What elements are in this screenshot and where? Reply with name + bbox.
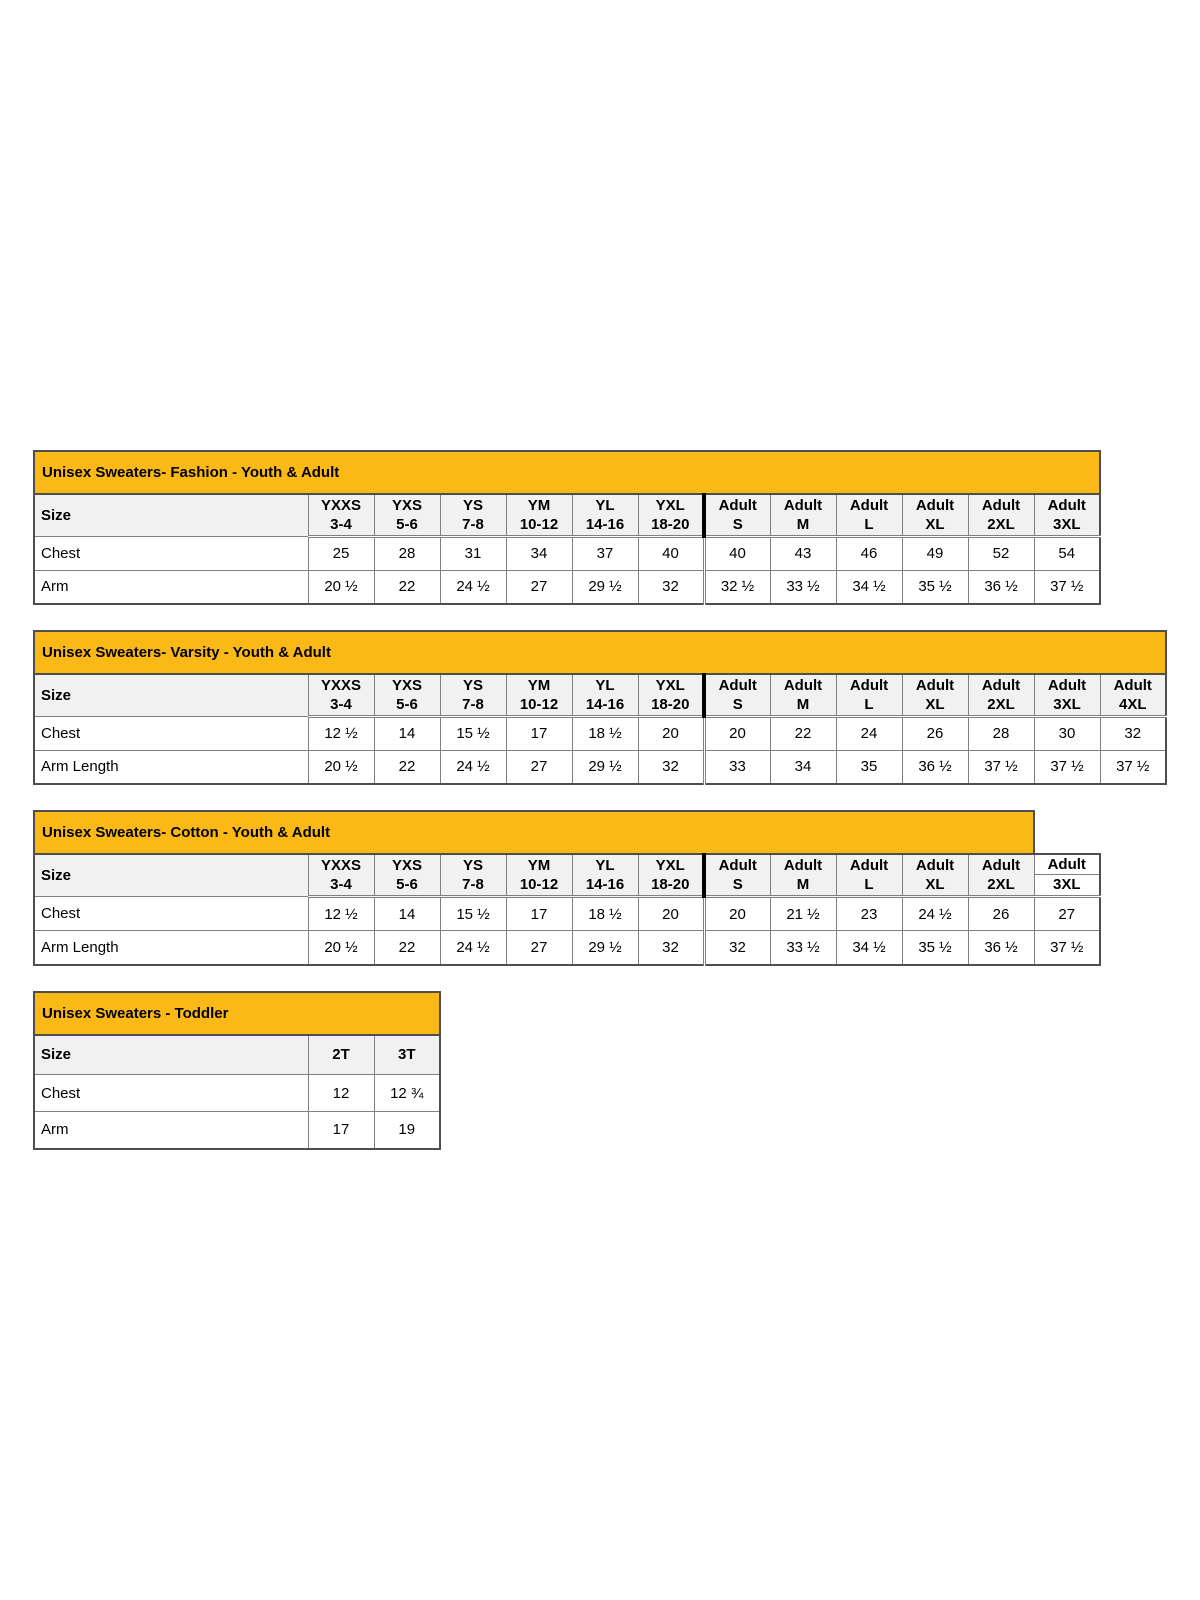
data-cell: 15 ½	[440, 716, 506, 750]
table-title: Unisex Sweaters- Fashion - Youth & Adult	[34, 451, 1100, 494]
column-header-line2: 5-6	[396, 695, 418, 713]
column-header-yxl-18-20	[638, 854, 704, 897]
data-cell: 24	[836, 716, 902, 750]
data-cell: 49	[902, 536, 968, 570]
column-header-adult-xl	[902, 854, 968, 897]
column-header-line2: 14-16	[585, 695, 625, 713]
column-header-line1: YXL	[655, 676, 685, 694]
column-header-row-varsity	[34, 674, 1166, 716]
data-cell: 34	[506, 536, 572, 570]
data-cell: 34 ½	[836, 570, 902, 604]
column-header-yxs-5-6	[374, 674, 440, 716]
column-header-line1: YM	[527, 676, 551, 694]
column-header-yl-14-16	[572, 854, 638, 897]
column-header-line2: 3XL	[1052, 515, 1081, 533]
data-cell: 27	[1034, 897, 1100, 931]
column-header-2t	[308, 1035, 374, 1075]
column-header-yl-14-16	[572, 494, 638, 536]
column-header-line2: 3-4	[330, 876, 352, 893]
column-header-adult-m	[770, 494, 836, 536]
data-cell: 12 ½	[308, 716, 374, 750]
column-header-line1: YL	[595, 676, 615, 694]
column-header-yxl-18-20	[638, 494, 704, 536]
data-cell: 18 ½	[572, 716, 638, 750]
measurement-row-chest	[34, 716, 1166, 750]
data-cell: 12	[308, 1075, 374, 1112]
column-header-line1: Adult	[783, 676, 823, 694]
data-cell: 27	[506, 570, 572, 604]
data-cell: 17	[506, 716, 572, 750]
data-cell: 20	[638, 716, 704, 750]
data-cell: 27	[506, 750, 572, 784]
data-cell: 32	[638, 570, 704, 604]
data-cell: 52	[968, 536, 1034, 570]
row-label: Chest	[34, 897, 308, 931]
column-header-line2: L	[864, 876, 874, 893]
column-header-line2: 7-8	[462, 515, 484, 533]
data-cell: 21 ½	[770, 897, 836, 931]
column-header-line1: YL	[595, 857, 615, 874]
data-cell: 29 ½	[572, 931, 638, 965]
column-header-ym-10-12	[506, 854, 572, 897]
column-header-line2: 7-8	[462, 876, 484, 893]
column-header-adult-l	[836, 854, 902, 897]
column-header-line1: Adult	[981, 496, 1021, 514]
column-header-adult-s	[704, 494, 770, 536]
column-header-adult-s	[704, 674, 770, 716]
column-header-line2: S	[732, 695, 743, 713]
column-header-line1: YXS	[391, 496, 422, 514]
data-cell: 26	[902, 716, 968, 750]
column-header-adult-2xl	[968, 854, 1034, 897]
column-header-adult-xl	[902, 494, 968, 536]
column-header-line2: L	[864, 515, 874, 533]
column-header-line1: 2T	[332, 1046, 350, 1064]
measurement-row-arm	[34, 570, 1100, 604]
column-header-line2: 14-16	[585, 876, 625, 893]
data-cell: 18 ½	[572, 897, 638, 931]
column-header-line2: 2XL	[987, 876, 1015, 893]
row-label: Arm Length	[34, 750, 308, 784]
data-cell: 31	[440, 536, 506, 570]
column-header-yxxs-3-4	[308, 854, 374, 897]
column-header-line1: Adult	[718, 676, 757, 694]
data-cell: 35 ½	[902, 570, 968, 604]
column-header-line1: YS	[462, 496, 483, 514]
data-cell: 24 ½	[440, 750, 506, 784]
data-cell: 32	[704, 931, 770, 965]
column-header-line1: YM	[527, 496, 551, 514]
column-header-line1: YS	[462, 857, 483, 874]
column-header-line2: XL	[925, 695, 945, 713]
column-header-adult-l	[836, 494, 902, 536]
column-header-row-fashion	[34, 494, 1100, 536]
data-cell: 32	[638, 750, 704, 784]
data-cell: 32	[1100, 716, 1166, 750]
size-column-header: Size	[34, 674, 308, 716]
data-cell: 20	[638, 897, 704, 931]
size-chart-table-varsity	[33, 630, 1167, 785]
column-header-line1: Adult	[718, 496, 757, 514]
data-cell: 33 ½	[770, 570, 836, 604]
table-title: Unisex Sweaters- Varsity - Youth & Adult	[34, 631, 1166, 674]
column-header-adult-3xl	[1034, 674, 1100, 716]
data-cell: 22	[374, 931, 440, 965]
data-cell: 14	[374, 897, 440, 931]
data-cell: 32	[638, 931, 704, 965]
column-header-line2: S	[732, 876, 743, 893]
data-cell: 17	[506, 897, 572, 931]
column-header-line1: YM	[527, 857, 551, 874]
row-label: Arm	[34, 1112, 308, 1149]
column-header-ys-7-8	[440, 494, 506, 536]
table-title-row-toddler	[34, 992, 440, 1035]
column-header-line1: Adult	[915, 496, 955, 514]
column-header-line1: Adult	[783, 857, 823, 874]
column-header-line2: 10-12	[519, 515, 559, 533]
column-header-line2: 10-12	[519, 695, 559, 713]
data-cell: 36 ½	[902, 750, 968, 784]
column-header-line2: S	[732, 515, 743, 533]
size-chart-table-fashion	[33, 450, 1101, 605]
data-cell: 34 ½	[836, 931, 902, 965]
column-header-ys-7-8	[440, 674, 506, 716]
column-header-line1: YXXS	[320, 496, 362, 514]
data-cell: 20	[704, 716, 770, 750]
column-header-yxs-5-6	[374, 494, 440, 536]
data-cell: 20 ½	[308, 750, 374, 784]
column-header-adult-4xl	[1100, 674, 1166, 716]
size-column-header: Size	[34, 1035, 308, 1075]
data-cell: 19	[374, 1112, 440, 1149]
data-cell: 43	[770, 536, 836, 570]
column-header-adult-3xl	[1034, 854, 1100, 897]
column-header-line1: YXXS	[320, 676, 362, 694]
measurement-row-arm	[34, 1112, 440, 1149]
row-label: Arm Length	[34, 931, 308, 965]
size-column-header: Size	[34, 494, 308, 536]
data-cell: 24 ½	[902, 897, 968, 931]
column-header-line1: Adult	[915, 676, 955, 694]
measurement-row-chest	[34, 536, 1100, 570]
column-header-adult-3xl	[1034, 494, 1100, 536]
measurement-row-arm-length	[34, 931, 1100, 965]
column-header-line2: 4XL	[1118, 695, 1147, 713]
column-header-adult-m	[770, 674, 836, 716]
data-cell: 40	[704, 536, 770, 570]
data-cell: 22	[374, 570, 440, 604]
column-header-line1: Adult	[783, 496, 823, 514]
column-header-adult-m	[770, 854, 836, 897]
column-header-line2: M	[796, 695, 810, 713]
data-cell: 15 ½	[440, 897, 506, 931]
column-header-line2: 18-20	[651, 515, 690, 533]
column-header-row-cotton	[34, 854, 1100, 897]
column-header-yl-14-16	[572, 674, 638, 716]
data-cell: 37	[572, 536, 638, 570]
data-cell: 35	[836, 750, 902, 784]
data-cell: 12 ¾	[374, 1075, 440, 1112]
data-cell: 40	[638, 536, 704, 570]
table-title-row-varsity	[34, 631, 1166, 674]
table-title-row-cotton	[34, 811, 1100, 854]
data-cell: 12 ½	[308, 897, 374, 931]
column-header-line2: 18-20	[651, 695, 690, 713]
column-header-line1: Adult	[1113, 676, 1152, 694]
column-header-line1: Adult	[981, 676, 1021, 694]
column-header-yxs-5-6	[374, 854, 440, 897]
data-cell: 29 ½	[572, 570, 638, 604]
column-header-line1: YXL	[655, 496, 685, 514]
column-header-adult-l	[836, 674, 902, 716]
measurement-row-chest	[34, 1075, 440, 1112]
data-cell: 29 ½	[572, 750, 638, 784]
column-header-line2: 3XL	[1053, 695, 1081, 713]
column-header-line2: L	[864, 695, 874, 713]
column-header-line2: 2XL	[987, 695, 1015, 713]
column-header-line2: 3-4	[330, 515, 352, 533]
size-column-header: Size	[34, 854, 308, 897]
column-header-line1: Adult	[915, 857, 955, 874]
column-header-line1: YXL	[655, 857, 685, 874]
data-cell: 33 ½	[770, 931, 836, 965]
data-cell: 14	[374, 716, 440, 750]
column-header-line2: 14-16	[585, 515, 625, 533]
column-header-line1: Adult	[718, 857, 757, 874]
data-cell: 22	[770, 716, 836, 750]
column-header-line1: Adult	[1035, 855, 1100, 875]
data-cell: 37 ½	[968, 750, 1034, 784]
data-cell: 32 ½	[704, 570, 770, 604]
data-cell: 37 ½	[1034, 750, 1100, 784]
column-header-line1: Adult	[1047, 676, 1087, 694]
row-label: Chest	[34, 536, 308, 570]
column-header-line2: XL	[925, 876, 945, 893]
column-header-line1: Adult	[849, 857, 889, 874]
data-cell: 20 ½	[308, 931, 374, 965]
table-title-row-fashion	[34, 451, 1100, 494]
size-chart-table-cotton	[33, 810, 1101, 966]
data-cell: 24 ½	[440, 570, 506, 604]
column-header-line1: YXS	[391, 676, 422, 694]
column-header-adult-xl	[902, 674, 968, 716]
title-gap	[1034, 811, 1100, 854]
data-cell: 22	[374, 750, 440, 784]
column-header-line1: Adult	[1047, 496, 1086, 514]
row-label: Arm	[34, 570, 308, 604]
data-cell: 33	[704, 750, 770, 784]
column-header-yxxs-3-4	[308, 494, 374, 536]
data-cell: 36 ½	[968, 931, 1034, 965]
data-cell: 28	[968, 716, 1034, 750]
column-header-line1: 3T	[397, 1046, 416, 1064]
measurement-row-chest	[34, 897, 1100, 931]
column-header-row-toddler	[34, 1035, 440, 1075]
column-header-line1: YS	[462, 676, 483, 694]
data-cell: 17	[308, 1112, 374, 1149]
column-header-line2: 3-4	[330, 695, 352, 713]
column-header-line2: 2XL	[987, 515, 1015, 533]
data-cell: 25	[308, 536, 374, 570]
column-header-adult-2xl	[968, 494, 1034, 536]
data-cell: 37 ½	[1034, 931, 1100, 965]
table-title: Unisex Sweaters- Cotton - Youth & Adult	[34, 811, 1034, 854]
column-header-yxl-18-20	[638, 674, 704, 716]
column-header-line2: 3XL	[1052, 876, 1081, 893]
data-cell: 27	[506, 931, 572, 965]
column-header-adult-2xl	[968, 674, 1034, 716]
data-cell: 37 ½	[1100, 750, 1166, 784]
column-header-line1: Adult	[849, 496, 889, 514]
row-label: Chest	[34, 716, 308, 750]
column-header-3t	[374, 1035, 440, 1075]
data-cell: 23	[836, 897, 902, 931]
column-header-line2: 7-8	[462, 695, 484, 713]
column-header-line2: XL	[925, 515, 945, 533]
data-cell: 20 ½	[308, 570, 374, 604]
column-header-line2: 5-6	[396, 515, 418, 533]
column-header-adult-s	[704, 854, 770, 897]
column-header-line1: YXXS	[320, 857, 362, 874]
size-chart-table-toddler	[33, 991, 441, 1150]
column-header-line2: 18-20	[651, 876, 690, 893]
column-header-line1: YXS	[391, 857, 422, 874]
data-cell: 26	[968, 897, 1034, 931]
column-header-line2: 10-12	[519, 876, 559, 893]
column-header-line2: 5-6	[396, 876, 418, 893]
column-header-yxxs-3-4	[308, 674, 374, 716]
column-header-ys-7-8	[440, 854, 506, 897]
data-cell: 46	[836, 536, 902, 570]
measurement-row-arm-length	[34, 750, 1166, 784]
column-header-line2: M	[796, 876, 810, 893]
data-cell: 24 ½	[440, 931, 506, 965]
column-header-ym-10-12	[506, 674, 572, 716]
data-cell: 36 ½	[968, 570, 1034, 604]
column-header-ym-10-12	[506, 494, 572, 536]
data-cell: 37 ½	[1034, 570, 1100, 604]
data-cell: 34	[770, 750, 836, 784]
data-cell: 35 ½	[902, 931, 968, 965]
table-title: Unisex Sweaters - Toddler	[34, 992, 440, 1035]
column-header-line1: Adult	[981, 857, 1021, 874]
data-cell: 20	[704, 897, 770, 931]
data-cell: 28	[374, 536, 440, 570]
column-header-line2: M	[796, 515, 810, 533]
column-header-line1: Adult	[849, 676, 889, 694]
data-cell: 30	[1034, 716, 1100, 750]
data-cell: 54	[1034, 536, 1100, 570]
row-label: Chest	[34, 1075, 308, 1112]
column-header-line1: YL	[595, 496, 615, 514]
